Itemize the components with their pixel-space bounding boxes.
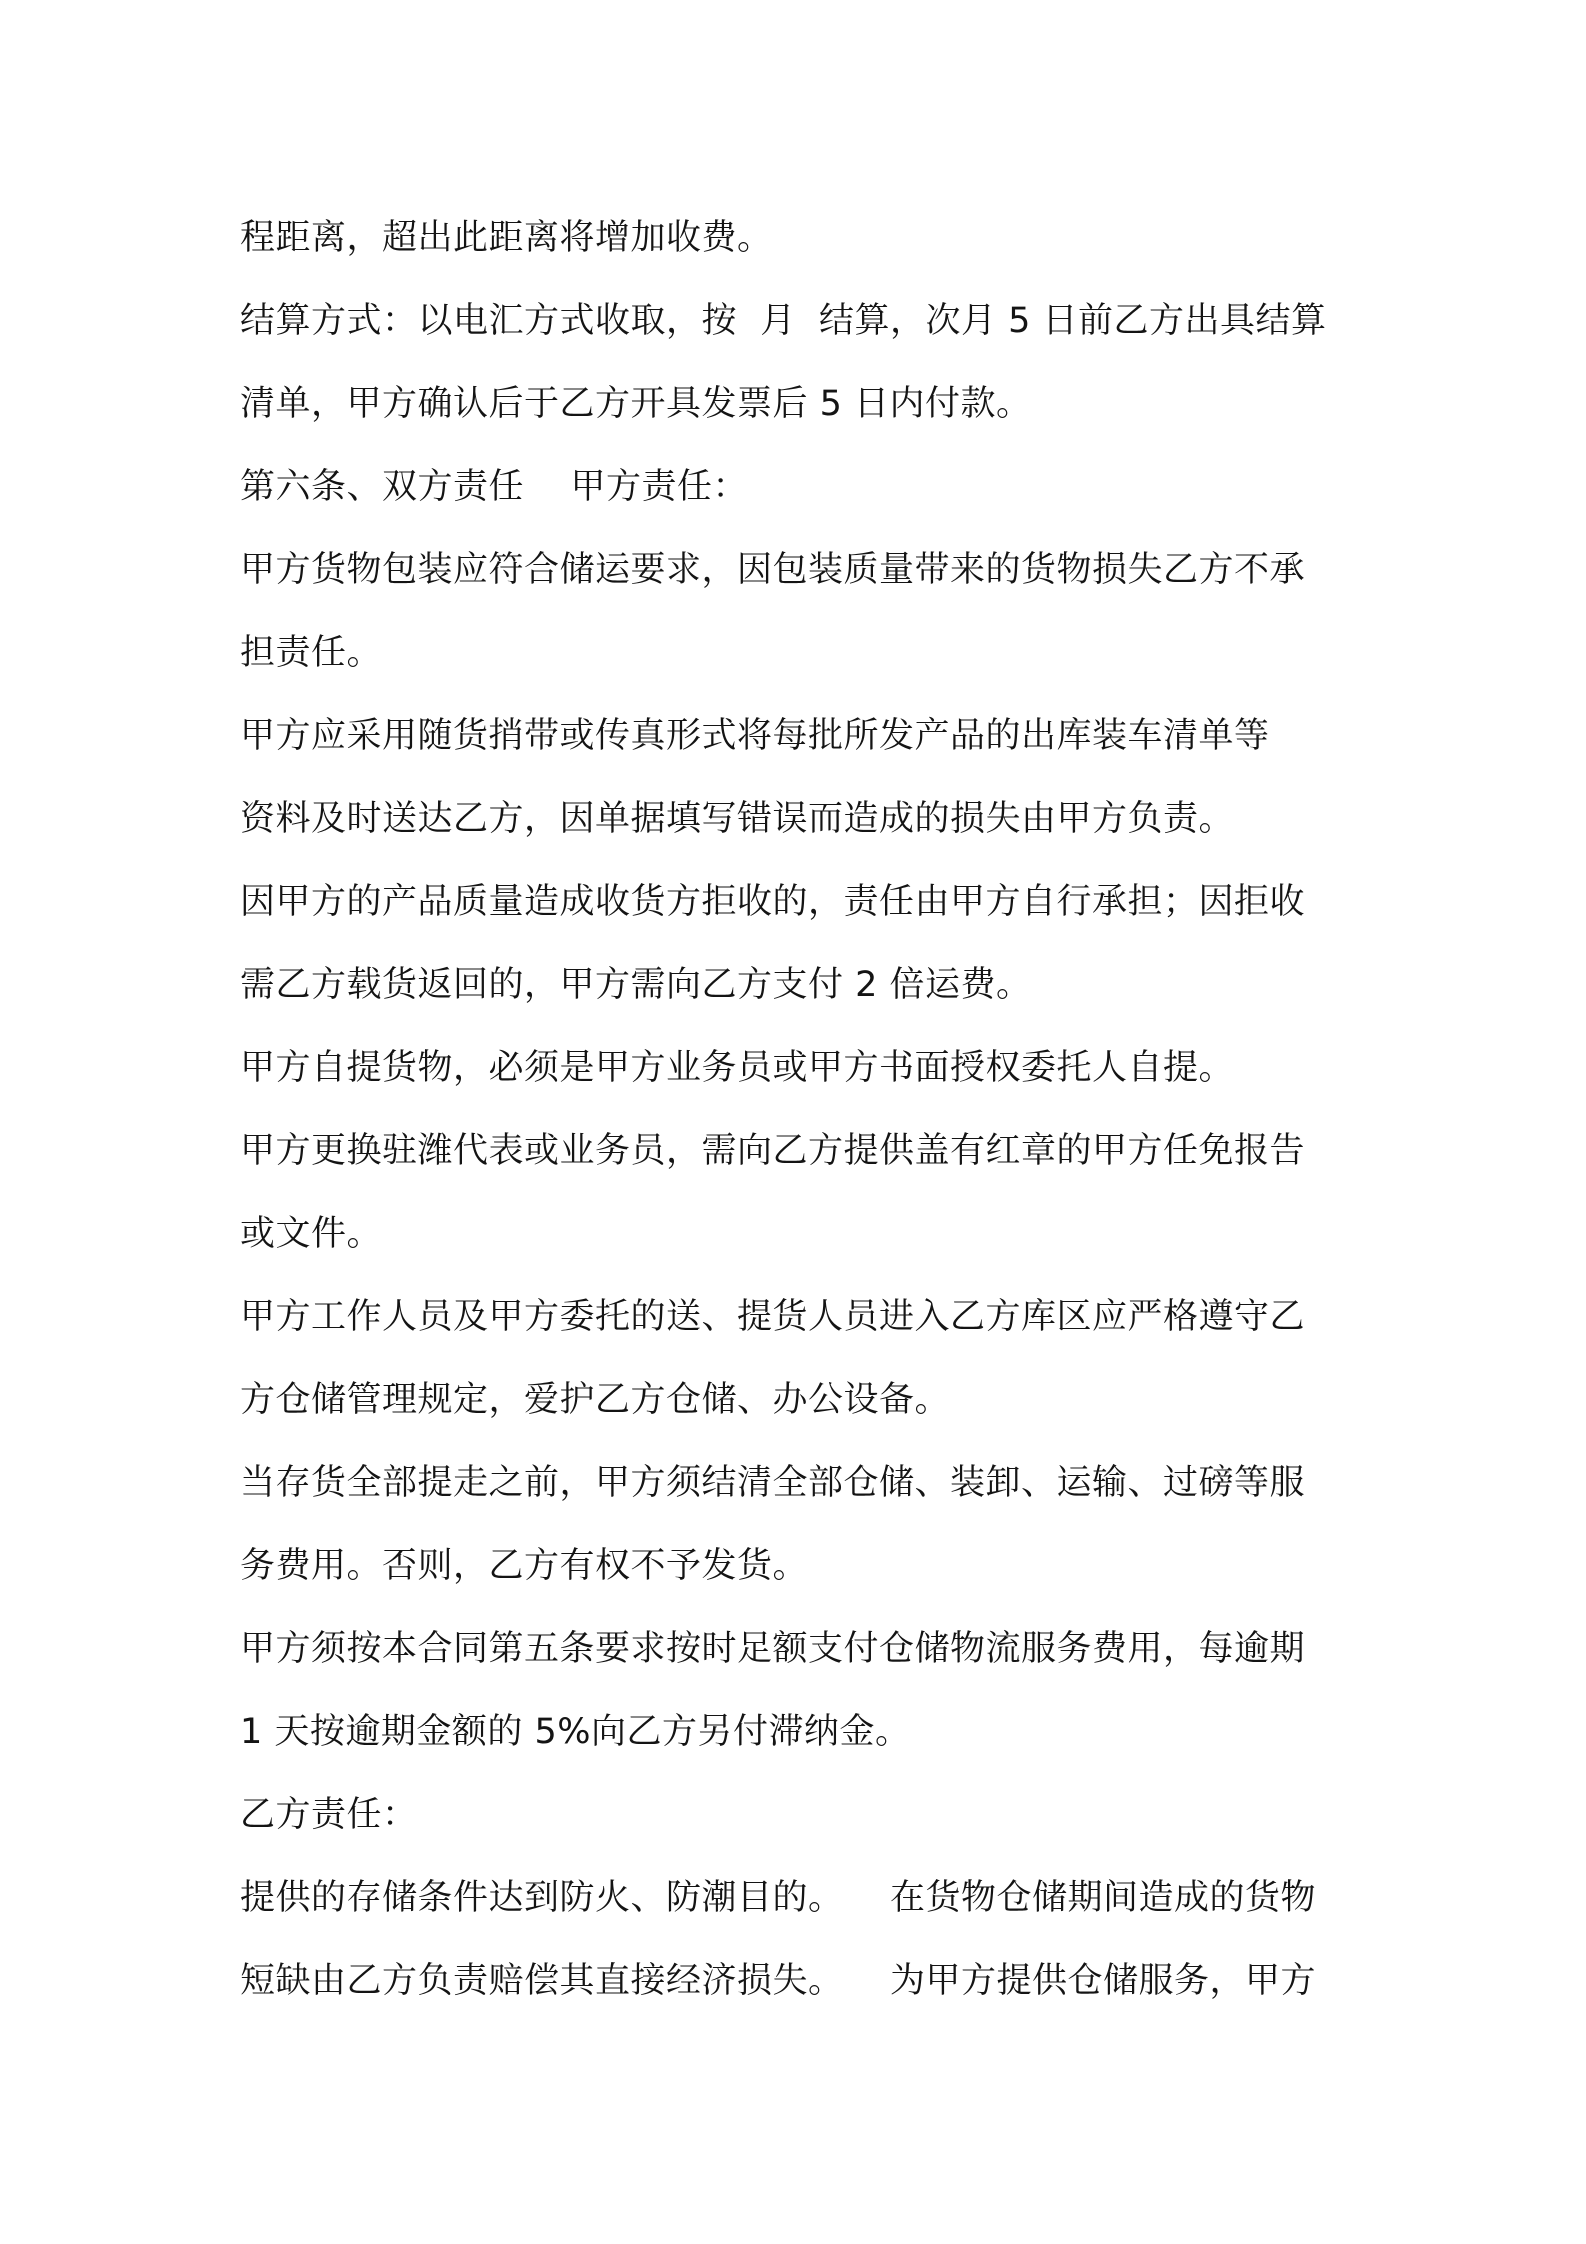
text-line: 提供的存储条件达到防火、防潮目的。 在货物仓储期间造成的货物 [240,1878,1317,1918]
text-line: 甲方自提货物，必须是甲方业务员或甲方书面授权委托人自提。 [240,1048,1235,1088]
document-body [240,197,1360,2023]
text-line: 需乙方载货返回的，甲方需向乙方支付 2 倍运费。 [240,965,1032,1005]
text-line: 短缺由乙方负责赔偿其直接经济损失。 为甲方提供仓储服务，甲方 [240,1961,1317,2001]
text-line: 甲方须按本合同第五条要求按时足额支付仓储物流服务费用，每逾期 [240,1629,1306,1669]
text-line: 务费用。否则，乙方有权不予发货。 [240,1546,809,1586]
text-line: 方仓储管理规定，爱护乙方仓储、办公设备。 [240,1380,951,1420]
text-line: 1 天按逾期金额的 5%向乙方另付滞纳金。 [240,1712,911,1752]
text-line: 资料及时送达乙方，因单据填写错误而造成的损失由甲方负责。 [240,799,1235,839]
text-line: 甲方应采用随货捎带或传真形式将每批所发产品的出库装车清单等 [240,716,1270,756]
text-line: 程距离，超出此距离将增加收费。 [240,218,773,258]
text-line: 或文件。 [240,1214,383,1254]
section-heading: 第六条、双方责任 甲方责任： [240,467,749,507]
text-line: 结算方式：以电汇方式收取，按 月 结算，次月 5 日前乙方出具结算 [240,301,1327,341]
text-line: 甲方工作人员及甲方委托的送、提货人员进入乙方库区应严格遵守乙 [240,1297,1306,1337]
text-line: 甲方货物包装应符合储运要求，因包装质量带来的货物损失乙方不承 [240,550,1306,590]
text-line: 甲方更换驻潍代表或业务员，需向乙方提供盖有红章的甲方任免报告 [240,1131,1306,1171]
text-line: 担责任。 [240,633,383,673]
text-line: 清单，甲方确认后于乙方开具发票后 5 日内付款。 [240,384,1032,424]
text-line: 当存货全部提走之前，甲方须结清全部仓储、装卸、运输、过磅等服 [240,1463,1306,1503]
text-line: 因甲方的产品质量造成收货方拒收的，责任由甲方自行承担；因拒收 [240,882,1306,922]
section-heading: 乙方责任： [240,1795,418,1835]
